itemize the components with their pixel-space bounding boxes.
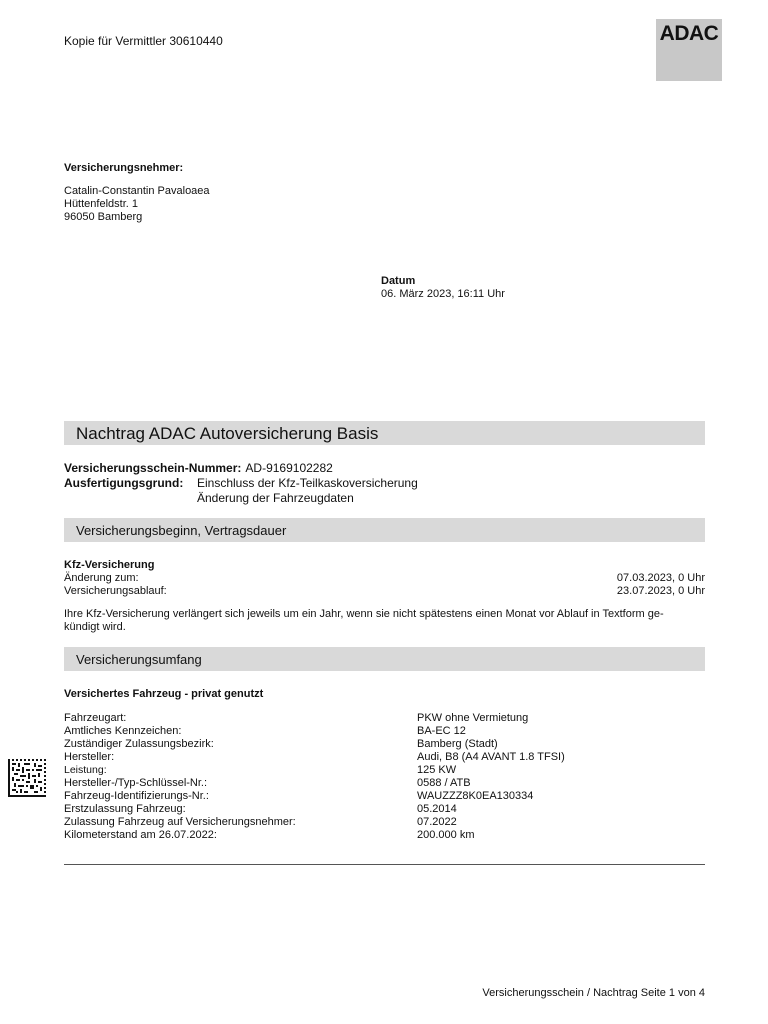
section-begin-body bbox=[64, 559, 705, 634]
mileage-value: 200.000 km bbox=[417, 829, 475, 841]
vin-label: Fahrzeug-Identifizierungs-Nr.: bbox=[64, 790, 209, 802]
reason-line-1: Einschluss der Kfz-Teilkaskoversicherung bbox=[197, 476, 418, 490]
vehicle-subheading-block bbox=[64, 688, 263, 701]
vehicle-subheading: Versichertes Fahrzeug - privat genutzt bbox=[64, 688, 264, 700]
manufacturer-value: Audi, B8 (A4 AVANT 1.8 TFSI) bbox=[417, 751, 565, 763]
type-key-label: Hersteller-/Typ-Schlüssel-Nr.: bbox=[64, 777, 208, 789]
type-key-value: 0588 / ATB bbox=[417, 777, 471, 789]
first-registration-value: 05.2014 bbox=[417, 803, 457, 815]
document-title-band bbox=[64, 421, 705, 445]
section-scope-band bbox=[64, 647, 705, 671]
copy-for-broker-line: Kopie für Vermittler 30610440 bbox=[64, 34, 223, 48]
manufacturer-label: Hersteller: bbox=[64, 751, 115, 763]
vehicle-type-value: PKW ohne Vermietung bbox=[417, 712, 529, 724]
datamatrix-code bbox=[8, 759, 46, 797]
reason-line-2: Änderung der Fahrzeugdaten bbox=[197, 491, 354, 505]
policyholder-block bbox=[64, 162, 210, 224]
expiry-row bbox=[64, 585, 705, 598]
policyholder-city: 96050 Bamberg bbox=[64, 211, 143, 223]
date-label: Datum bbox=[381, 275, 416, 287]
first-registration-label: Erstzulassung Fahrzeug: bbox=[64, 803, 186, 815]
policy-info bbox=[64, 461, 418, 506]
owner-registration-label: Zulassung Fahrzeug auf Versicherungsnehmer: bbox=[64, 816, 296, 828]
section-begin-band bbox=[64, 518, 705, 542]
vehicle-values bbox=[417, 712, 565, 842]
renewal-note-line-2: kündigt wird. bbox=[64, 621, 126, 633]
change-date-value: 07.03.2023, 0 Uhr bbox=[616, 572, 705, 584]
policyholder-name: Catalin-Constantin Pavaloaea bbox=[64, 185, 210, 197]
expiry-value: 23.07.2023, 0 Uhr bbox=[616, 585, 705, 597]
vin-value: WAUZZZ8K0EA130334 bbox=[417, 790, 534, 802]
date-block bbox=[381, 275, 505, 301]
section-begin-heading: Versicherungsbeginn, Vertragsdauer bbox=[76, 523, 287, 538]
page-footer: Versicherungsschein / Nachtrag Seite 1 von 4 bbox=[482, 987, 705, 999]
change-date-row bbox=[64, 572, 705, 585]
change-date-label: Änderung zum: bbox=[64, 572, 139, 584]
document-title: Nachtrag ADAC Autoversicherung Basis bbox=[76, 424, 379, 443]
power-value: 125 KW bbox=[417, 764, 457, 776]
plate-value: BA-EC 12 bbox=[417, 725, 466, 737]
policyholder-heading: Versicherungsnehmer: bbox=[64, 162, 184, 174]
section-scope-heading: Versicherungsumfang bbox=[76, 652, 202, 667]
district-label: Zuständiger Zulassungsbezirk: bbox=[64, 738, 214, 750]
owner-registration-value: 07.2022 bbox=[417, 816, 457, 828]
mileage-label: Kilometerstand am 26.07.2022: bbox=[64, 829, 217, 841]
policyholder-street: Hüttenfeldstr. 1 bbox=[64, 198, 138, 210]
plate-label: Amtliches Kennzeichen: bbox=[64, 725, 182, 737]
adac-logo bbox=[656, 19, 722, 81]
power-label: Leistung: bbox=[64, 764, 107, 776]
kfz-subheading: Kfz-Versicherung bbox=[64, 559, 155, 571]
district-value: Bamberg (Stadt) bbox=[417, 738, 498, 750]
renewal-note-line-1: Ihre Kfz-Versicherung verlängert sich jeweils um ein Jahr, wenn sie nicht spätestens einen Monat vor Ablauf in Textform ge- bbox=[64, 608, 664, 620]
date-value: 06. März 2023, 16:11 Uhr bbox=[381, 288, 505, 300]
divider bbox=[64, 864, 705, 865]
reason-label: Ausfertigungsgrund: bbox=[64, 476, 184, 490]
policy-number-label: Versicherungsschein-Nummer: bbox=[64, 461, 242, 475]
vehicle-type-label: Fahrzeugart: bbox=[64, 712, 127, 724]
vehicle-labels bbox=[64, 712, 296, 842]
expiry-label: Versicherungsablauf: bbox=[64, 585, 167, 597]
logo-text: ADAC bbox=[659, 22, 719, 45]
policy-number-value: AD-9169102282 bbox=[245, 461, 333, 475]
